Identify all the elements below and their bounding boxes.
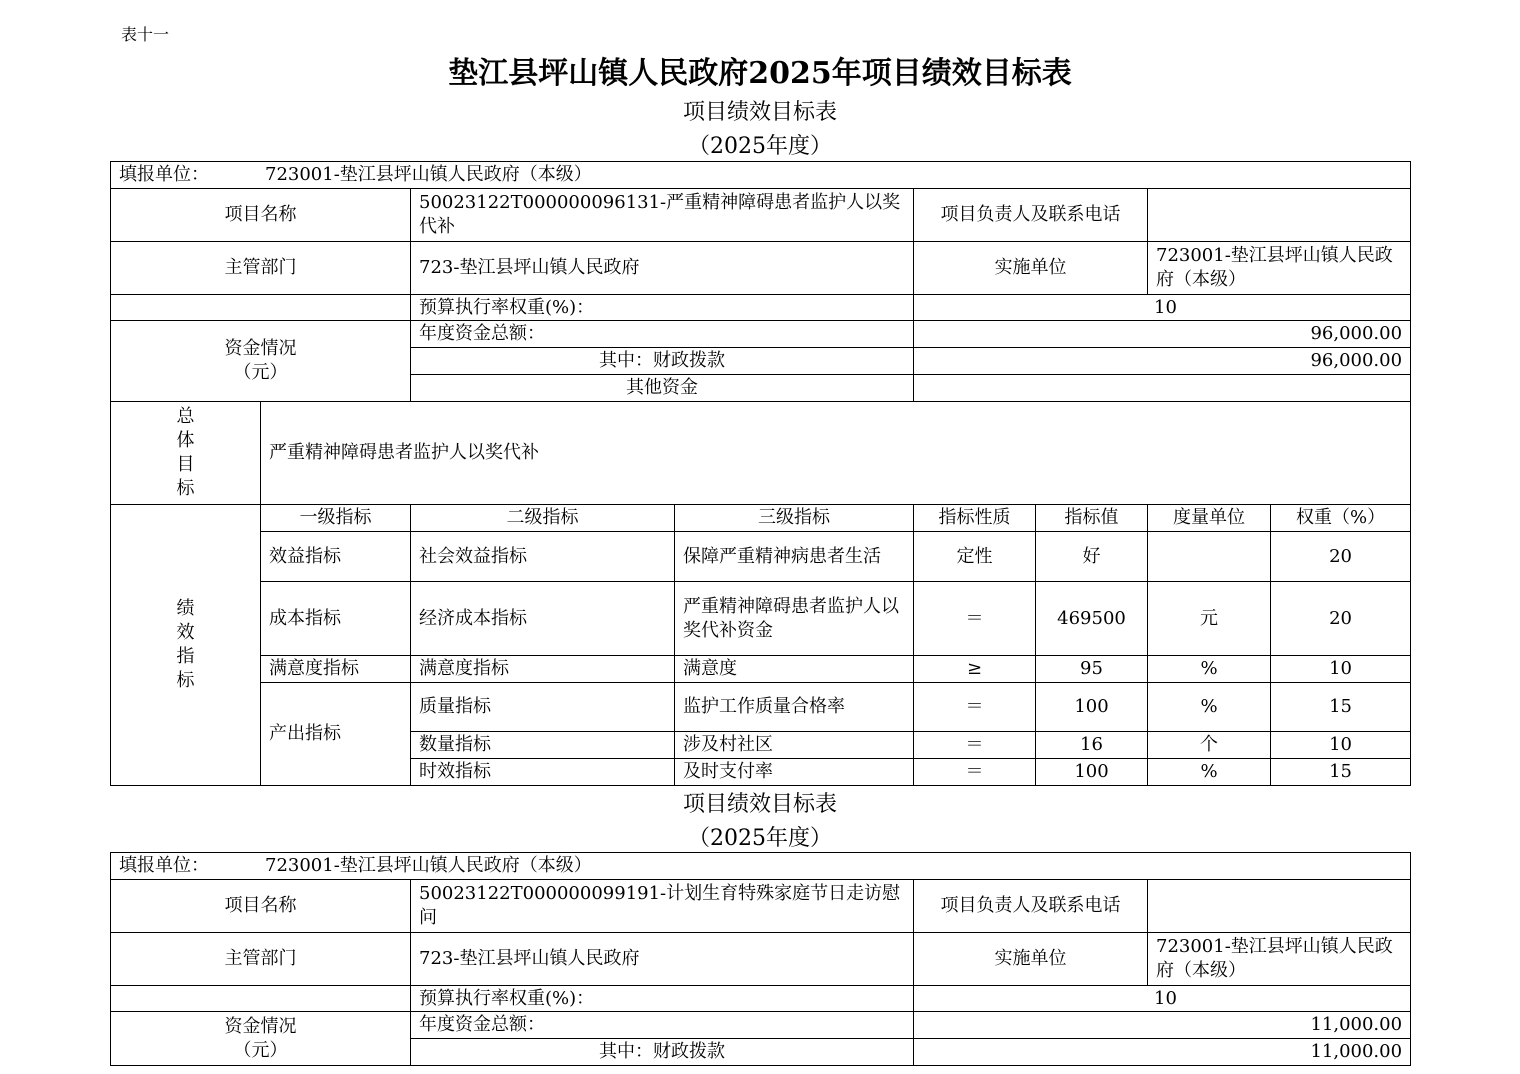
indicator-weight: 15 xyxy=(1271,759,1411,786)
goal-char: 体 xyxy=(176,430,195,451)
indicator-l1: 成本指标 xyxy=(261,582,411,656)
indicator-l1: 满意度指标 xyxy=(261,656,411,683)
contact-label: 项目负责人及联系电话 xyxy=(914,880,1148,933)
funds-fiscal-value: 11,000.00 xyxy=(914,1039,1411,1066)
indicator-l3: 涉及村社区 xyxy=(675,732,914,759)
table-number: 表十一 xyxy=(121,25,170,44)
goal-char: 标 xyxy=(176,478,195,499)
indicator-unit: % xyxy=(1148,759,1271,786)
indicator-value: 469500 xyxy=(1036,582,1148,656)
indicator-l3: 满意度 xyxy=(675,656,914,683)
indicator-weight: 10 xyxy=(1271,656,1411,683)
dept-label: 主管部门 xyxy=(111,242,411,295)
budget-weight-blank xyxy=(111,295,411,321)
indicator-header-row xyxy=(111,505,1411,532)
table-2-title: 项目绩效目标表 xyxy=(682,792,837,817)
fill-unit-label: 填报单位： xyxy=(119,855,209,876)
indicator-nature: ≥ xyxy=(914,656,1036,683)
col-level2: 二级指标 xyxy=(411,505,675,532)
perf-char: 绩 xyxy=(176,598,195,619)
fill-unit-row xyxy=(111,853,1411,880)
contact-label: 项目负责人及联系电话 xyxy=(914,189,1148,242)
contact-value xyxy=(1148,189,1411,242)
perf-char: 指 xyxy=(176,646,195,667)
perf-char: 标 xyxy=(176,670,195,691)
dept-row xyxy=(111,933,1411,986)
indicator-l2: 社会效益指标 xyxy=(411,532,675,582)
funds-total-label: 年度资金总额： xyxy=(411,1012,914,1039)
fill-unit-value: 723001-垫江县坪山镇人民政府（本级） xyxy=(265,855,592,876)
table-1-year: （2025年度） xyxy=(688,134,832,159)
indicator-unit: % xyxy=(1148,656,1271,683)
indicator-weight: 20 xyxy=(1271,532,1411,582)
fill-unit-cell xyxy=(111,162,1411,189)
overall-goal-row xyxy=(111,402,1411,505)
indicator-unit: 元 xyxy=(1148,582,1271,656)
fill-unit-label: 填报单位： xyxy=(119,164,209,185)
goal-char: 目 xyxy=(176,454,195,475)
indicator-l2: 时效指标 xyxy=(411,759,675,786)
fill-unit-value: 723001-垫江县坪山镇人民政府（本级） xyxy=(265,164,592,185)
indicator-weight: 10 xyxy=(1271,732,1411,759)
indicator-l2: 数量指标 xyxy=(411,732,675,759)
funds-label-line1: 资金情况 xyxy=(224,338,297,359)
funds-total-label: 年度资金总额： xyxy=(411,321,914,348)
dept-value: 723-垫江县坪山镇人民政府 xyxy=(411,242,914,295)
indicator-row xyxy=(111,656,1411,683)
dept-row xyxy=(111,242,1411,295)
goal-char: 总 xyxy=(176,406,195,427)
indicator-row xyxy=(111,582,1411,656)
col-unit: 度量单位 xyxy=(1148,505,1271,532)
indicator-value: 16 xyxy=(1036,732,1148,759)
indicator-l3: 保障严重精神病患者生活 xyxy=(675,532,914,582)
project-name-row xyxy=(111,189,1411,242)
indicator-nature: 定性 xyxy=(914,532,1036,582)
indicator-l3: 严重精神障碍患者监护人以奖代补资金 xyxy=(675,582,914,656)
indicator-l2: 经济成本指标 xyxy=(411,582,675,656)
funds-label-line2: （元） xyxy=(233,362,288,383)
overall-goal-value: 严重精神障碍患者监护人以奖代补 xyxy=(261,402,1411,505)
impl-unit-label: 实施单位 xyxy=(914,242,1148,295)
indicator-weight: 15 xyxy=(1271,683,1411,732)
indicator-l3: 监护工作质量合格率 xyxy=(675,683,914,732)
budget-weight-row xyxy=(111,986,1411,1012)
indicator-nature: ＝ xyxy=(914,582,1036,656)
dept-value: 723-垫江县坪山镇人民政府 xyxy=(411,933,914,986)
budget-weight-value: 10 xyxy=(914,986,1411,1012)
indicator-row xyxy=(111,683,1411,732)
table-2-year: （2025年度） xyxy=(688,826,832,851)
funds-label xyxy=(111,1012,411,1066)
indicator-l1: 效益指标 xyxy=(261,532,411,582)
project-name-value: 50023122T000000099191-计划生育特殊家庭节日走访慰问 xyxy=(411,880,914,933)
budget-weight-blank xyxy=(111,986,411,1012)
indicator-value: 95 xyxy=(1036,656,1148,683)
budget-weight-value: 10 xyxy=(914,295,1411,321)
indicator-value: 100 xyxy=(1036,683,1148,732)
funds-fiscal-label: 其中：财政拨款 xyxy=(411,348,914,375)
col-weight: 权重（%） xyxy=(1271,505,1411,532)
performance-table-1 xyxy=(110,161,1411,786)
indicator-unit xyxy=(1148,532,1271,582)
dept-label: 主管部门 xyxy=(111,933,411,986)
funds-other-label: 其他资金 xyxy=(411,375,914,402)
indicator-nature: ＝ xyxy=(914,683,1036,732)
indicator-unit: 个 xyxy=(1148,732,1271,759)
col-level1: 一级指标 xyxy=(261,505,411,532)
funds-total-row xyxy=(111,321,1411,348)
funds-total-value: 11,000.00 xyxy=(914,1012,1411,1039)
funds-fiscal-label: 其中：财政拨款 xyxy=(411,1039,914,1066)
funds-fiscal-value: 96,000.00 xyxy=(914,348,1411,375)
fill-unit-row xyxy=(111,162,1411,189)
impl-unit-value: 723001-垫江县坪山镇人民政府（本级） xyxy=(1148,933,1411,986)
indicator-l1: 产出指标 xyxy=(261,683,411,786)
table-1-title: 项目绩效目标表 xyxy=(682,100,837,125)
indicator-l2: 质量指标 xyxy=(411,683,675,732)
indicator-value: 100 xyxy=(1036,759,1148,786)
col-nature: 指标性质 xyxy=(914,505,1036,532)
funds-other-value xyxy=(914,375,1411,402)
indicator-weight: 20 xyxy=(1271,582,1411,656)
impl-unit-label: 实施单位 xyxy=(914,933,1148,986)
project-name-value: 50023122T000000096131-严重精神障碍患者监护人以奖代补 xyxy=(411,189,914,242)
col-value: 指标值 xyxy=(1036,505,1148,532)
indicator-unit: % xyxy=(1148,683,1271,732)
funds-total-value: 96,000.00 xyxy=(914,321,1411,348)
col-level3: 三级指标 xyxy=(675,505,914,532)
indicator-value: 好 xyxy=(1036,532,1148,582)
indicator-l3: 及时支付率 xyxy=(675,759,914,786)
indicator-nature: ＝ xyxy=(914,759,1036,786)
budget-weight-row xyxy=(111,295,1411,321)
funds-total-row xyxy=(111,1012,1411,1039)
document-title: 垫江县坪山镇人民政府2025年项目绩效目标表 xyxy=(448,56,1072,91)
project-name-label: 项目名称 xyxy=(111,880,411,933)
indicator-l2: 满意度指标 xyxy=(411,656,675,683)
impl-unit-value: 723001-垫江县坪山镇人民政府（本级） xyxy=(1148,242,1411,295)
perf-char: 效 xyxy=(176,622,195,643)
fill-unit-cell xyxy=(111,853,1411,880)
indicator-nature: ＝ xyxy=(914,732,1036,759)
contact-value xyxy=(1148,880,1411,933)
budget-weight-label: 预算执行率权重(%)： xyxy=(411,295,914,321)
funds-label xyxy=(111,321,411,402)
project-name-row xyxy=(111,880,1411,933)
project-name-label: 项目名称 xyxy=(111,189,411,242)
funds-label-line1: 资金情况 xyxy=(224,1015,297,1037)
perf-indicator-label xyxy=(111,505,261,786)
indicator-row xyxy=(111,532,1411,582)
overall-goal-label xyxy=(111,402,261,505)
budget-weight-label: 预算执行率权重(%)： xyxy=(411,986,914,1012)
performance-table-2 xyxy=(110,852,1411,1066)
funds-label-line2: （元） xyxy=(233,1039,288,1061)
